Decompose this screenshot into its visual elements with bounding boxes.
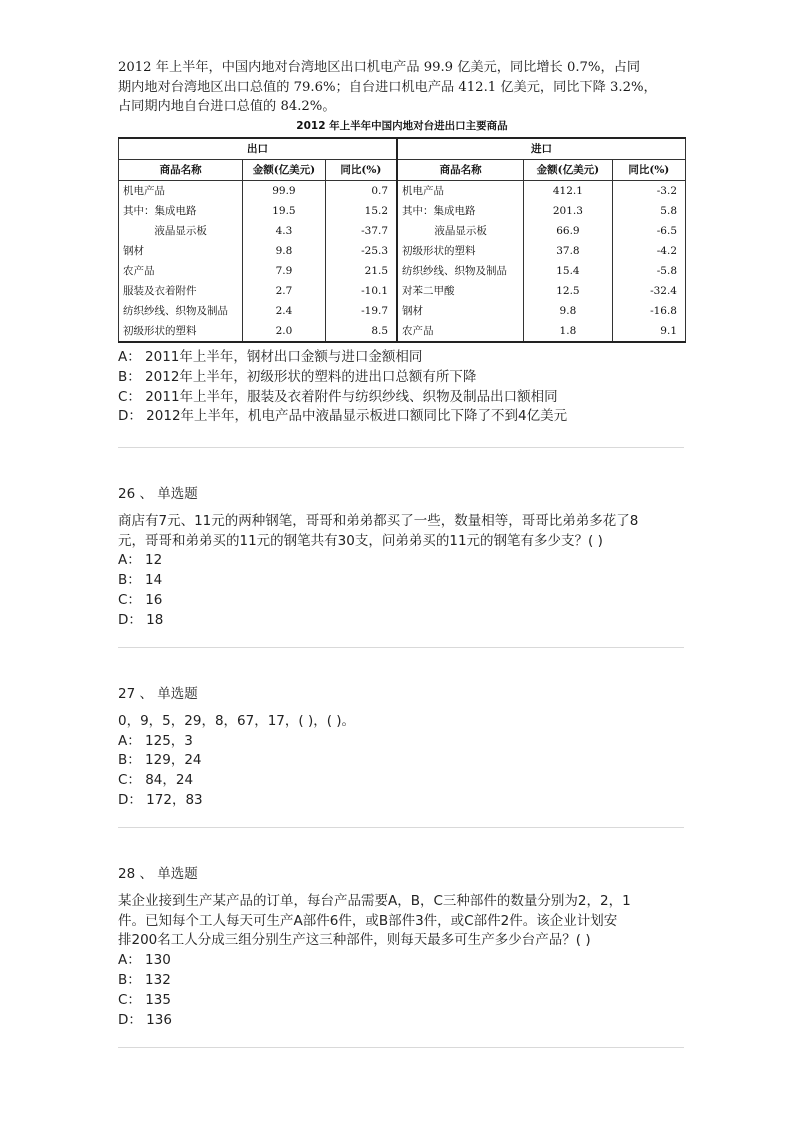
question-stem (118, 712, 693, 732)
question-heading: 28 、 单选题 (118, 866, 198, 882)
stem-line: 排200名工人分成三组分别生产这三种部件，则每天最多可生产多少台产品？( ) (118, 932, 591, 949)
export-yoy: 0.7 (325, 180, 397, 201)
export-item-name: 初级形状的塑料 (119, 321, 243, 342)
import-amount: 12.5 (524, 281, 612, 301)
export-amount: 2.7 (243, 281, 325, 301)
export-amount: 4.3 (243, 221, 325, 241)
option-c[interactable]: C： 2011年上半年，服装及衣着附件与纺织纱线、织物及制品出口额相同 (118, 388, 558, 405)
option-c[interactable]: C： 84，24 (118, 772, 194, 789)
import-amount: 15.4 (524, 261, 612, 281)
import-amount: 201.3 (524, 201, 612, 221)
stem-line: 0，9，5，29，8，67，17，( )，( )。 (118, 712, 356, 729)
question-divider (118, 1047, 684, 1048)
option-c[interactable]: C： 135 (118, 991, 171, 1008)
option-a[interactable]: A： 130 (118, 952, 171, 969)
stem-line: 元，哥哥和弟弟买的11元的钢笔共有30支，问弟弟买的11元的钢笔有多少支？( ) (118, 532, 603, 549)
import-item-name: 农产品 (397, 321, 524, 342)
table-row (119, 241, 686, 261)
import-yoy: 5.8 (612, 201, 685, 221)
import-yoy: -16.8 (612, 301, 685, 321)
option-a[interactable]: A： 125，3 (118, 732, 193, 749)
table-row (119, 180, 686, 201)
option-a[interactable]: A： 2011年上半年，钢材出口金额与进口金额相同 (118, 349, 423, 365)
export-yoy: -19.7 (325, 301, 397, 321)
import-item-name: 机电产品 (397, 180, 524, 201)
intro-paragraph (118, 58, 686, 117)
question-stem (118, 512, 693, 552)
export-yoy: -10.1 (325, 281, 397, 301)
column-header: 商品名称 (397, 159, 524, 180)
export-item-name: 服装及衣着附件 (119, 281, 243, 301)
stem-line: 商店有7元、11元的两种钢笔，哥哥和弟弟都买了一些，数量相等，哥哥比弟弟多花了8 (118, 512, 639, 529)
import-amount: 1.8 (524, 321, 612, 342)
question-divider (118, 647, 684, 648)
table-section-row (119, 138, 686, 160)
import-item-name: 初级形状的塑料 (397, 241, 524, 261)
question-27 (118, 685, 693, 811)
import-item-name: 钢材 (397, 301, 524, 321)
export-yoy: 8.5 (325, 321, 397, 342)
option-d[interactable]: D： 18 (118, 611, 164, 628)
import-amount: 37.8 (524, 241, 612, 261)
table-row (119, 281, 686, 301)
export-yoy: 21.5 (325, 261, 397, 281)
export-yoy: -25.3 (325, 241, 397, 261)
import-item-name: 其中：集成电路 (397, 201, 524, 221)
import-item-name: 对苯二甲酸 (397, 281, 524, 301)
export-item-name: 液晶显示板 (119, 221, 243, 241)
table-row (119, 301, 686, 321)
intro-line: 占同期内地自台进口总值的 84.2%。 (118, 99, 336, 114)
import-yoy: -32.4 (612, 281, 685, 301)
export-yoy: 15.2 (325, 201, 397, 221)
table-row (119, 201, 686, 221)
intro-line: 2012 年上半年，中国内地对台湾地区出口机电产品 99.9 亿美元，同比增长 0.7%，占同 (118, 60, 641, 75)
question-divider (118, 827, 684, 828)
table-title: 2012 年上半年中国内地对台进出口主要商品 (296, 119, 508, 132)
export-item-name: 机电产品 (119, 180, 243, 201)
question-divider (118, 447, 684, 448)
column-header: 同比(%) (325, 159, 397, 180)
import-yoy: -4.2 (612, 241, 685, 261)
export-amount: 9.8 (243, 241, 325, 261)
import-amount: 412.1 (524, 180, 612, 201)
export-item-name: 农产品 (119, 261, 243, 281)
question-heading: 26 、 单选题 (118, 486, 198, 502)
question-heading: 27 、 单选题 (118, 686, 198, 702)
export-yoy: -37.7 (325, 221, 397, 241)
table-row (119, 221, 686, 241)
intro-line: 期内地对台湾地区出口总值的 79.6%；自台进口机电产品 412.1 亿美元，同比下降 3.2%， (118, 79, 657, 95)
option-d[interactable]: D： 136 (118, 1011, 172, 1028)
import-yoy: 9.1 (612, 321, 685, 342)
export-item-name: 钢材 (119, 241, 243, 261)
import-yoy: -5.8 (612, 261, 685, 281)
question-stem (118, 892, 693, 951)
option-b[interactable]: B： 129，24 (118, 752, 202, 769)
option-b[interactable]: B： 2012年上半年，初级形状的塑料的进出口总额有所下降 (118, 368, 477, 385)
table-row (119, 321, 686, 342)
export-amount: 2.0 (243, 321, 325, 342)
option-b[interactable]: B： 132 (118, 971, 171, 988)
export-header: 出口 (119, 138, 398, 160)
option-b[interactable]: B： 14 (118, 572, 163, 589)
trade-table-body (119, 180, 686, 342)
stem-line: 件。已知每个工人每天可生产A部件6件，或B部件3件，或C部件2件。该企业计划安 (118, 912, 618, 929)
export-amount: 99.9 (243, 180, 325, 201)
option-d[interactable]: D： 172，83 (118, 791, 203, 808)
stem-line: 某企业接到生产某产品的订单，每台产品需要A，B，C三种部件的数量分别为2，2，1 (118, 892, 631, 909)
import-yoy: -3.2 (612, 180, 685, 201)
trade-table (118, 137, 686, 343)
import-yoy: -6.5 (612, 221, 685, 241)
import-amount: 9.8 (524, 301, 612, 321)
export-item-name: 纺织纱线、织物及制品 (119, 301, 243, 321)
export-amount: 19.5 (243, 201, 325, 221)
option-d[interactable]: D： 2012年上半年，机电产品中液晶显示板进口额同比下降了不到4亿美元 (118, 408, 568, 425)
option-a[interactable]: A： 12 (118, 552, 163, 569)
import-item-name: 纺织纱线、织物及制品 (397, 261, 524, 281)
export-amount: 7.9 (243, 261, 325, 281)
import-item-name: 液晶显示板 (397, 221, 524, 241)
import-header: 进口 (397, 138, 685, 160)
export-amount: 2.4 (243, 301, 325, 321)
column-header: 金额(亿美元) (243, 159, 325, 180)
export-item-name: 其中：集成电路 (119, 201, 243, 221)
column-header: 同比(%) (612, 159, 685, 180)
import-amount: 66.9 (524, 221, 612, 241)
table-row (119, 261, 686, 281)
scanned-question-block (118, 58, 686, 343)
question-26 (118, 485, 693, 631)
q25-options (118, 348, 567, 427)
option-c[interactable]: C： 16 (118, 591, 163, 608)
column-header: 商品名称 (119, 159, 243, 180)
table-column-header-row (119, 159, 686, 180)
question-28 (118, 865, 693, 1030)
column-header: 金额(亿美元) (524, 159, 612, 180)
